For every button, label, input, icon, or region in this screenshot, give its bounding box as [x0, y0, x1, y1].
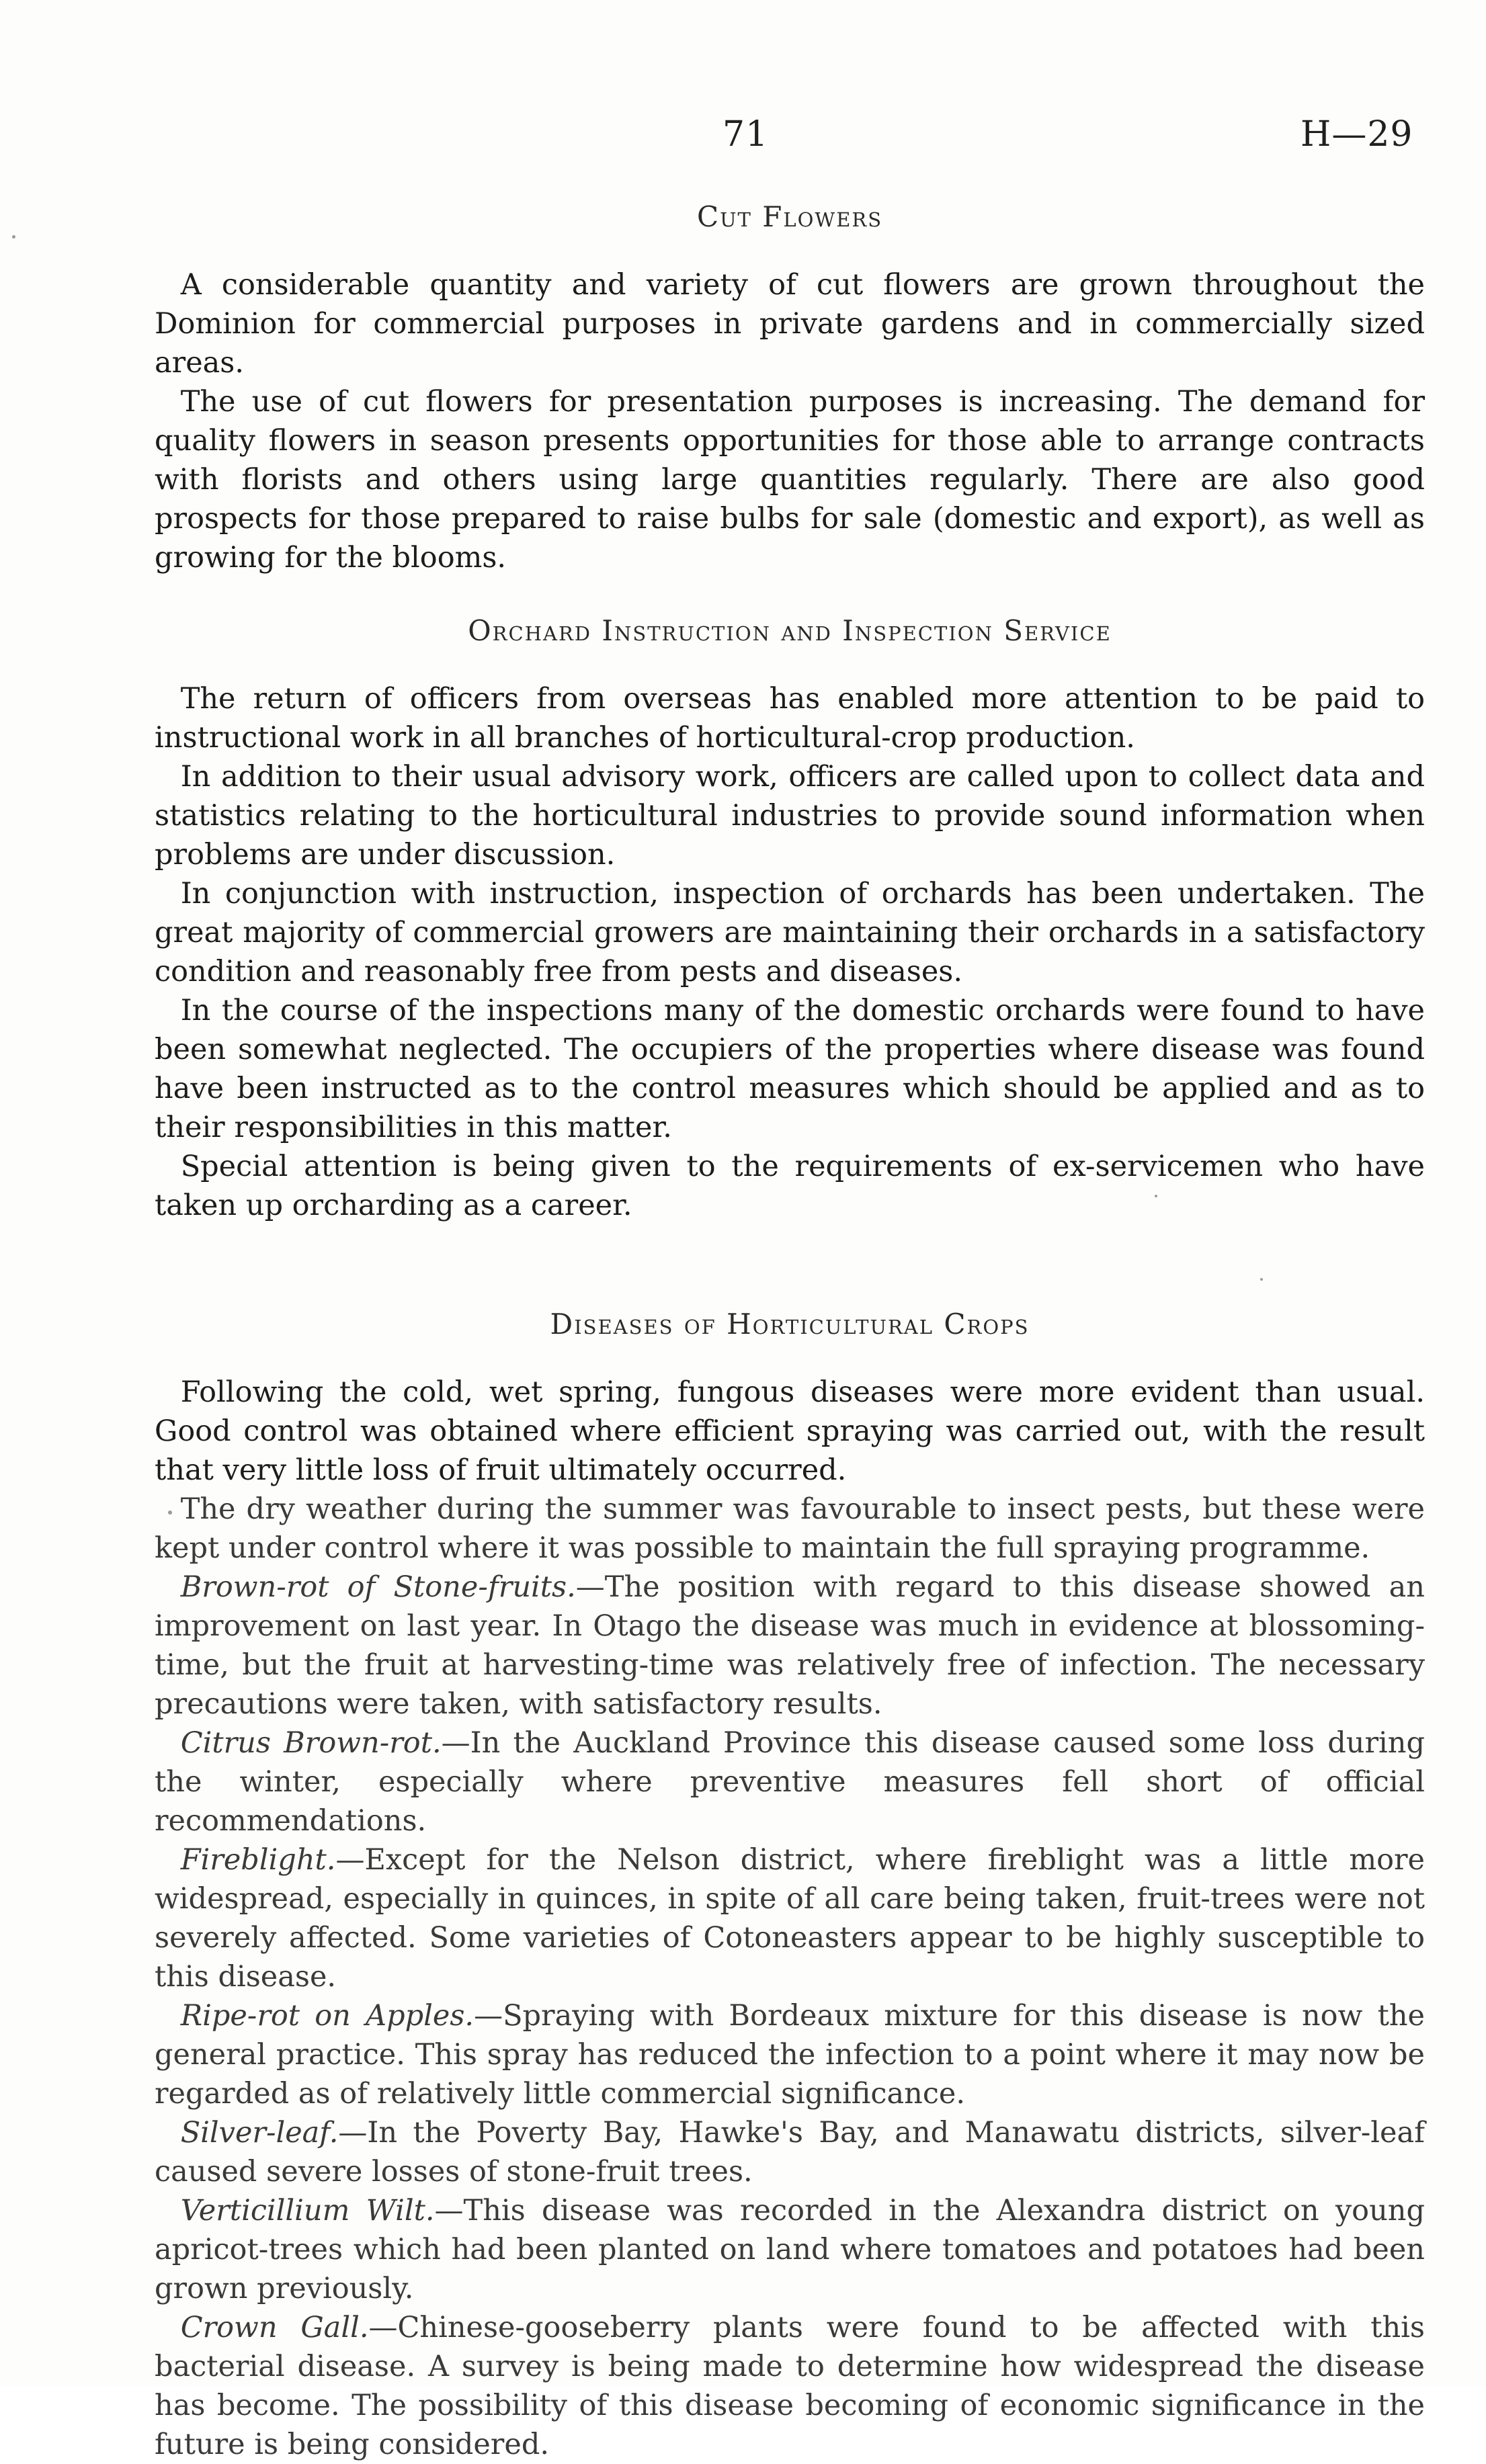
disease-paragraph-verticillium-wilt: [155, 2191, 1425, 2308]
disease-name: Brown-rot of Stone-fruits.: [180, 1570, 576, 1604]
paragraph: Special attention is being given to the requirements of ex-servicemen who have taken up orcharding as a career.: [155, 1150, 1425, 1222]
disease-description: —Except for the Nelson district, where fireblight was a little more widespread, especially in quinces, in spite of all care being taken, fruit-trees were not severely affected. Some varieties of Cotoneasters appear to be highly susceptible to this disease.: [155, 1843, 1425, 1994]
paragraph: In the course of the inspections many of the domestic orchards were found to have been somewhat neglected. The occupiers of the properties where disease was found have been instructed as to the control measures which should be applied and as to their responsibilities in this matter.: [155, 994, 1425, 1144]
disease-name: Crown Gall.: [180, 2311, 369, 2344]
disease-paragraph-citrus-brown-rot: [155, 1724, 1425, 1840]
paragraph: The return of officers from overseas has enabled more attention to be paid to instructional work in all branches of horticultural-crop production.: [155, 682, 1425, 755]
page-content: [155, 198, 1425, 2464]
disease-description: —The position with regard to this disease showed an improvement on last year. In Otago the disease was much in evidence at blossoming-time, but the fruit at harvesting-time was relatively free of infection. The necessary precautions were taken, with satisfactory results.: [155, 1570, 1425, 1721]
disease-paragraph-silver-leaf: [155, 2113, 1425, 2191]
page-number: 71: [723, 114, 769, 155]
section-heading-orchard-instruction: Orchard Instruction and Inspection Service: [468, 614, 1112, 647]
disease-description: —Spraying with Bordeaux mixture for this disease is now the general practice. This spray has reduced the infection to a point where it may now be regarded as of relatively little commercial significance.: [155, 1999, 1425, 2111]
disease-paragraph-fireblight: [155, 1840, 1425, 1996]
paragraph: In conjunction with instruction, inspection of orchards has been undertaken. The great majority of commercial growers are maintaining their orchards in a satisfactory condition and reasonably free from pests and diseases.: [155, 877, 1425, 988]
section-heading-diseases: Diseases of Horticultural Crops: [550, 1308, 1030, 1341]
disease-name: Verticillium Wilt.: [180, 2194, 435, 2227]
document-code: H—29: [1301, 114, 1413, 155]
disease-paragraph-crown-gall: [155, 2308, 1425, 2464]
disease-paragraph-ripe-rot: [155, 1996, 1425, 2113]
disease-name: Fireblight.: [180, 1843, 336, 1877]
paragraph: In addition to their usual advisory work, officers are called upon to collect data and statistics relating to the horticultural industries to provide sound information when problems are under discussion.: [155, 760, 1425, 872]
paragraph: A considerable quantity and variety of cut flowers are grown throughout the Dominion for commercial purposes in private gardens and in commercially sized areas.: [155, 268, 1425, 380]
paragraph: The use of cut flowers for presentation purposes is increasing. The demand for quality flowers in season presents opportunities for those able to arrange contracts with florists and others using large quantities regularly. There are also good prospects for those prepared to raise bulbs for sale (domestic and export), as well as growing for the blooms.: [155, 385, 1425, 575]
disease-description: —Chinese-gooseberry plants were found to be affected with this bacterial disease. A survey is being made to determine how widespread the disease has become. The possibility of this disease becoming of economic significance in the future is being considered.: [155, 2311, 1426, 2461]
disease-description: —This disease was recorded in the Alexandra district on young apricot-trees which had been planted on land where tomatoes and potatoes had been grown previously.: [155, 2194, 1425, 2305]
section-heading-cut-flowers: Cut Flowers: [696, 200, 883, 233]
disease-description: —In the Auckland Province this disease caused some loss during the winter, especially where preventive measures fell short of official recommendations.: [155, 1726, 1425, 1838]
disease-name: Ripe-rot on Apples.: [180, 1999, 474, 2033]
paragraph: Following the cold, wet spring, fungous diseases were more evident than usual. Good control was obtained where efficient spraying was carried out, with the result that very little loss of fruit ultimately occurred.: [155, 1375, 1425, 1487]
disease-paragraph-brown-rot: [155, 1568, 1425, 1724]
disease-name: Citrus Brown-rot.: [180, 1726, 442, 1760]
disease-description: —In the Poverty Bay, Hawke's Bay, and Manawatu districts, silver-leaf caused severe losses of stone-fruit trees.: [155, 2116, 1425, 2189]
disease-name: Silver-leaf.: [180, 2116, 339, 2150]
scan-speck: [12, 235, 15, 239]
paragraph: The dry weather during the summer was favourable to insect pests, but these were kept under control where it was possible to maintain the full spraying programme.: [155, 1492, 1425, 1565]
